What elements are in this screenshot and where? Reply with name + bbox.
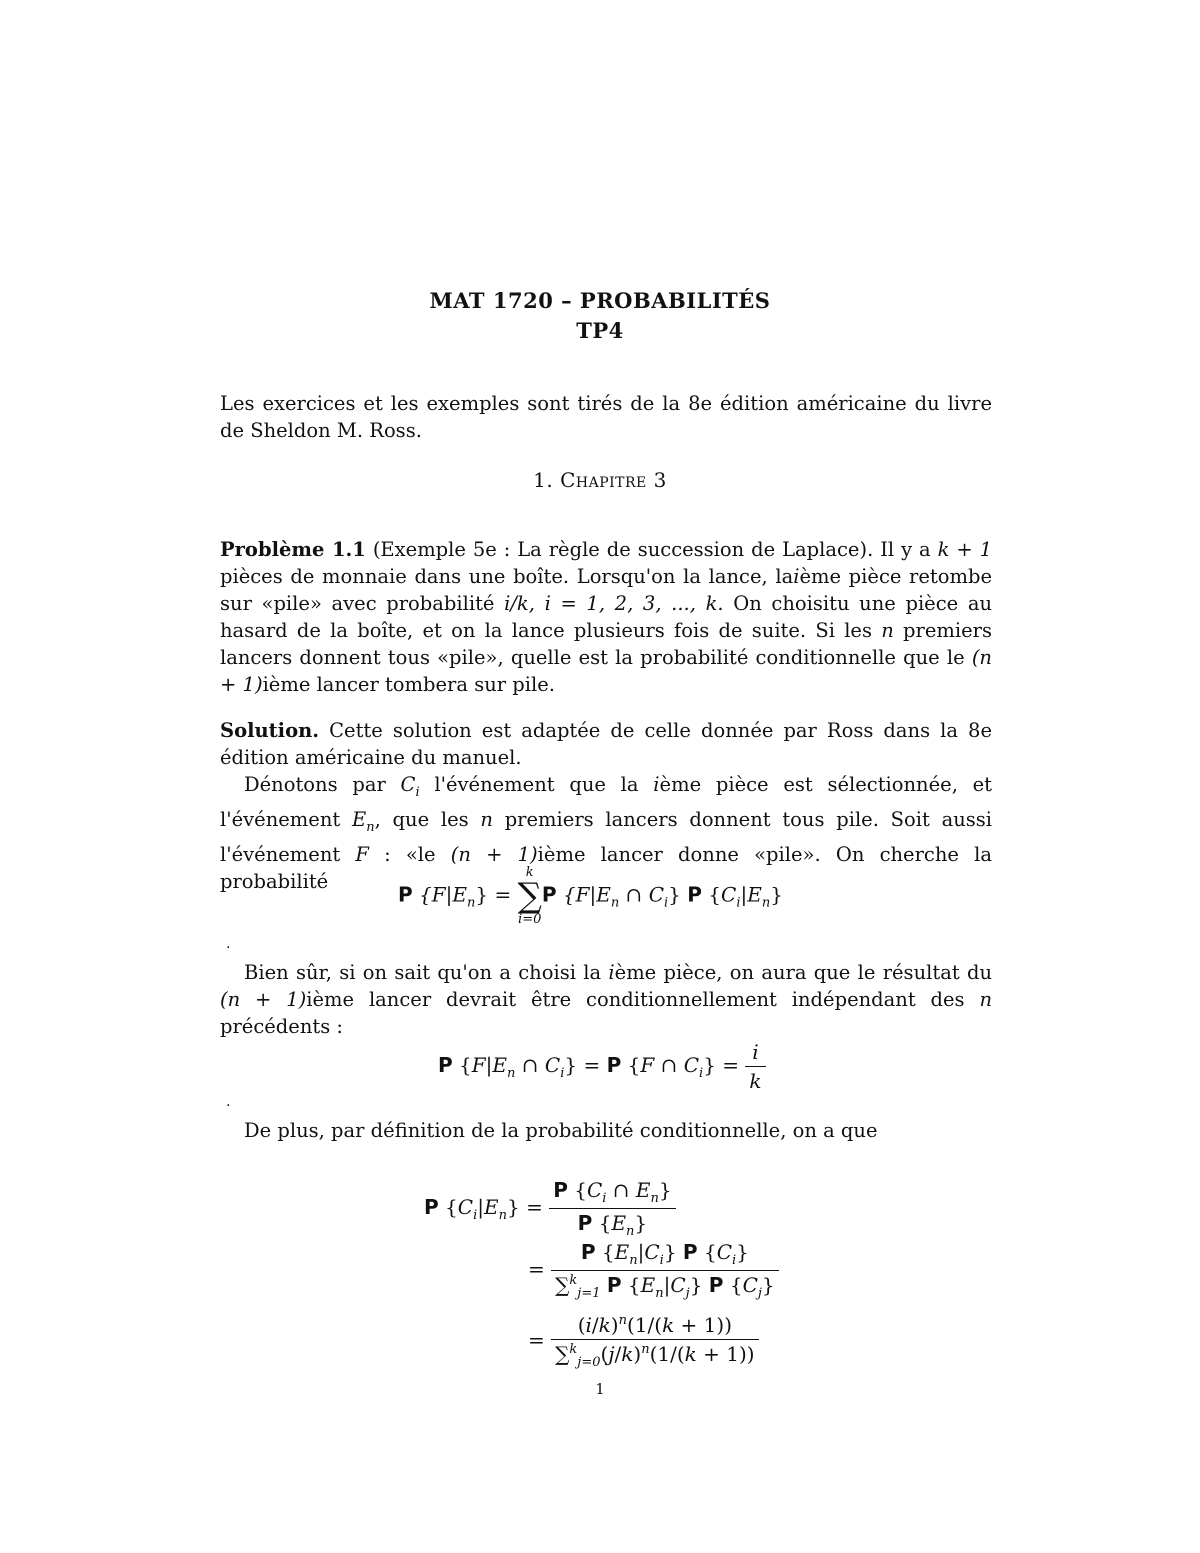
problem-text-f: ième lancer tombera sur pile. — [262, 673, 555, 696]
document-subtitle: TP4 — [576, 318, 624, 343]
conditional-paragraph: De plus, par définition de la probabilité conditionnelle, on a que — [244, 1119, 878, 1142]
def-text-e: premiers lancers donnent tous pile. Soit aussi l'événement — [220, 808, 993, 866]
equation-3-line-3: = $\frac{(i/k)^n(1/(k + 1))}{\sum^k_{j=0}(j/k)^n(1/(k + 1))}$ — [528, 1313, 759, 1370]
def-math-n1: (n + 1) — [450, 843, 538, 866]
problem-text-b: pièces de monnaie dans une boîte. Lorsqu'on la lance, la — [220, 565, 794, 588]
sum-upper-limit: k — [525, 865, 534, 880]
problem-math-b: i — [793, 565, 800, 588]
page-number: 1 — [595, 1380, 605, 1398]
definition-paragraph: Dénotons par $C_i$ l'événement que la ième pièce est sélectionnée, et l'événement $E_n$, que les n premiers lancers donnent tous pile. Soit aussi l'événement F : «le (n + 1)ième lancer donne «pile». On cherche la probabilité — [220, 773, 993, 893]
fraction-numerator: i — [752, 1040, 759, 1064]
intro-paragraph: Les exercices et les exemples sont tirés de la 8e édition américaine du livre de Sheldon M. Ross. — [220, 392, 992, 442]
ind-math-n1: (n + 1) — [220, 988, 307, 1011]
def-text-c: ème pièce est sélectionnée, et l'événement — [220, 773, 993, 831]
problem-text-c: ème pièce retombe sur «pile» avec probabilité — [220, 565, 993, 615]
def-text-g: : «le — [384, 843, 436, 866]
def-text-b: l'événement que la — [434, 773, 639, 796]
ind-math-i: i — [608, 961, 615, 984]
sum-symbol: k ∑ i=0 — [517, 865, 542, 927]
problem-math-d: n — [881, 619, 894, 642]
section-heading: 1. Chapitre 3 — [533, 468, 667, 492]
def-text-a: Dénotons par — [244, 773, 386, 796]
course-title: MAT 1720 – PROBABILITÉS — [429, 288, 771, 313]
def-math-n: n — [480, 808, 493, 831]
equation-3-line-2: = $\frac{P \{E_n|C_i\} P \{C_i\}}{\sum^k_{j=1} P \{E_n|C_j\} P \{C_j\}}$ — [528, 1240, 779, 1301]
fraction-line-2: $\frac{P \{E_n|C_i\} P \{C_i\}}{\sum^k_{j=1} P \{E_n|C_j\} P \{C_j\}}$ — [551, 1240, 779, 1301]
problem-paragraph — [220, 536, 992, 698]
equation-2-period: . — [226, 1094, 231, 1110]
def-text-h: ième lancer donne «pile». On cherche la probabilité — [220, 843, 992, 893]
ind-text-a: Bien sûr, si on sait qu'on a choisi la — [244, 961, 602, 984]
ind-math-n: n — [979, 988, 993, 1011]
def-text-d: , que les — [374, 808, 469, 831]
problem-math-a: k + 1 — [937, 538, 993, 561]
fraction-line-3: $\frac{(i/k)^n(1/(k + 1))}{\sum^k_{j=0}(j/k)^n(1/(k + 1))}$ — [551, 1313, 758, 1370]
def-math-en: E — [351, 808, 367, 831]
equation-1: P $\{F|E_n\}$ = k ∑ i=0 P {$F|E_n$ ∩ $C_i$} P $\{C_i|E_n\}$ — [398, 865, 783, 927]
def-math-f: F — [355, 843, 369, 866]
equation-3-line-1: P $\{C_i|E_n\}$ = $\frac{P \{C_i \cap E_n\}}{P \{E_n\}}$ — [424, 1178, 676, 1239]
ind-text-c: ième lancer devrait être conditionnellement indépendant des — [306, 988, 965, 1011]
def-math-ci: C — [400, 773, 416, 796]
problem-text-a: Il y a — [880, 538, 931, 561]
sum-lower-limit: i=0 — [518, 912, 542, 927]
def-math-i: i — [653, 773, 660, 796]
ind-text-d: précédents : — [220, 1015, 343, 1038]
problem-text-e: premiers lancers donnent tous «pile», quelle est la probabilité conditionnelle que le — [220, 619, 992, 669]
problem-text-d: On choisitu une pièce au hasard de la boîte, et on la lance plusieurs fois de suite. Si les — [220, 592, 992, 642]
fraction-i-over-k — [745, 1040, 765, 1093]
independence-paragraph — [220, 959, 992, 1040]
equation-2: P {$F|E_n$ ∩ $C_i\} = P$ {F ∩ $C_i$} = $\frac{i}{k}$ — [438, 1040, 766, 1093]
problem-label: Problème 1.1 — [220, 538, 366, 561]
problem-math-e: (n + 1) — [220, 646, 992, 696]
solution-label: Solution. — [220, 719, 320, 742]
fraction-denominator: k — [745, 1066, 765, 1093]
ind-text-b: ème pièce, on aura que le résultat du — [614, 961, 992, 984]
equation-1-period: . — [226, 936, 231, 952]
solution-text: Cette solution est adaptée de celle donnée par Ross dans la 8e édition américaine du manuel. — [220, 719, 992, 769]
solution-paragraph — [220, 717, 992, 771]
fraction-line-1: $\frac{P \{C_i \cap E_n\}}{P \{E_n\}}$ — [549, 1178, 675, 1239]
problem-note: (Exemple 5e : La règle de succession de Laplace). — [372, 538, 874, 561]
problem-math-c: i/k, i = 1, 2, 3, ..., k. — [504, 592, 724, 615]
